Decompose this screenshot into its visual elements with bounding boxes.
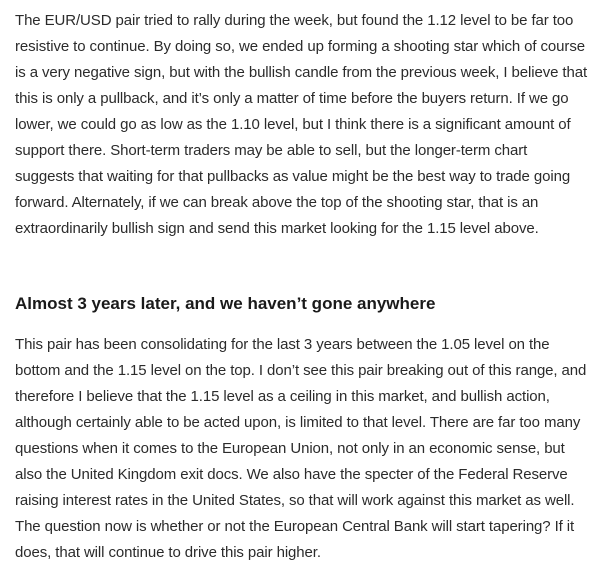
section-heading: Almost 3 years later, and we haven’t gone anywhere [15, 294, 436, 313]
paragraph-consolidation: This pair has been consolidating for the last 3 years between the 1.05 level on the bottom and the 1.15 level on the top. I don’t see this pair breaking out of this range, and therefore I believe that the 1.15 level as a ceiling in this market, and bullish action, although certainly able to be acted upon, is limited to that level. There are far too many questions when it comes to the European Union, not only in an economic sense, but also the United Kingdom exit docs. We also have the specter of the Federal Reserve raising interest rates in the United States, so that will work against this market as well. The question now is whether or not the European Central Bank will start tapering? If it does, that will continue to drive this pair higher. [15, 336, 587, 561]
paragraph-intro: The EUR/USD pair tried to rally during the week, but found the 1.12 level to be far too resistive to continue. By doing so, we ended up forming a shooting star which of course is a very negative sign, but with the bullish candle from the previous week, I believe that this is only a pullback, and it’s only a matter of time before the buyers return. If we go lower, we could go as low as the 1.10 level, but I think there is a significant amount of support there. Short-term traders may be able to sell, but the longer-term chart suggests that waiting for that pullbacks as value might be the best way to trade going forward. Alternately, if we can break above the top of the shooting star, that is an extraordinarily bullish sign and send this market looking for the 1.15 level above. [15, 12, 588, 237]
